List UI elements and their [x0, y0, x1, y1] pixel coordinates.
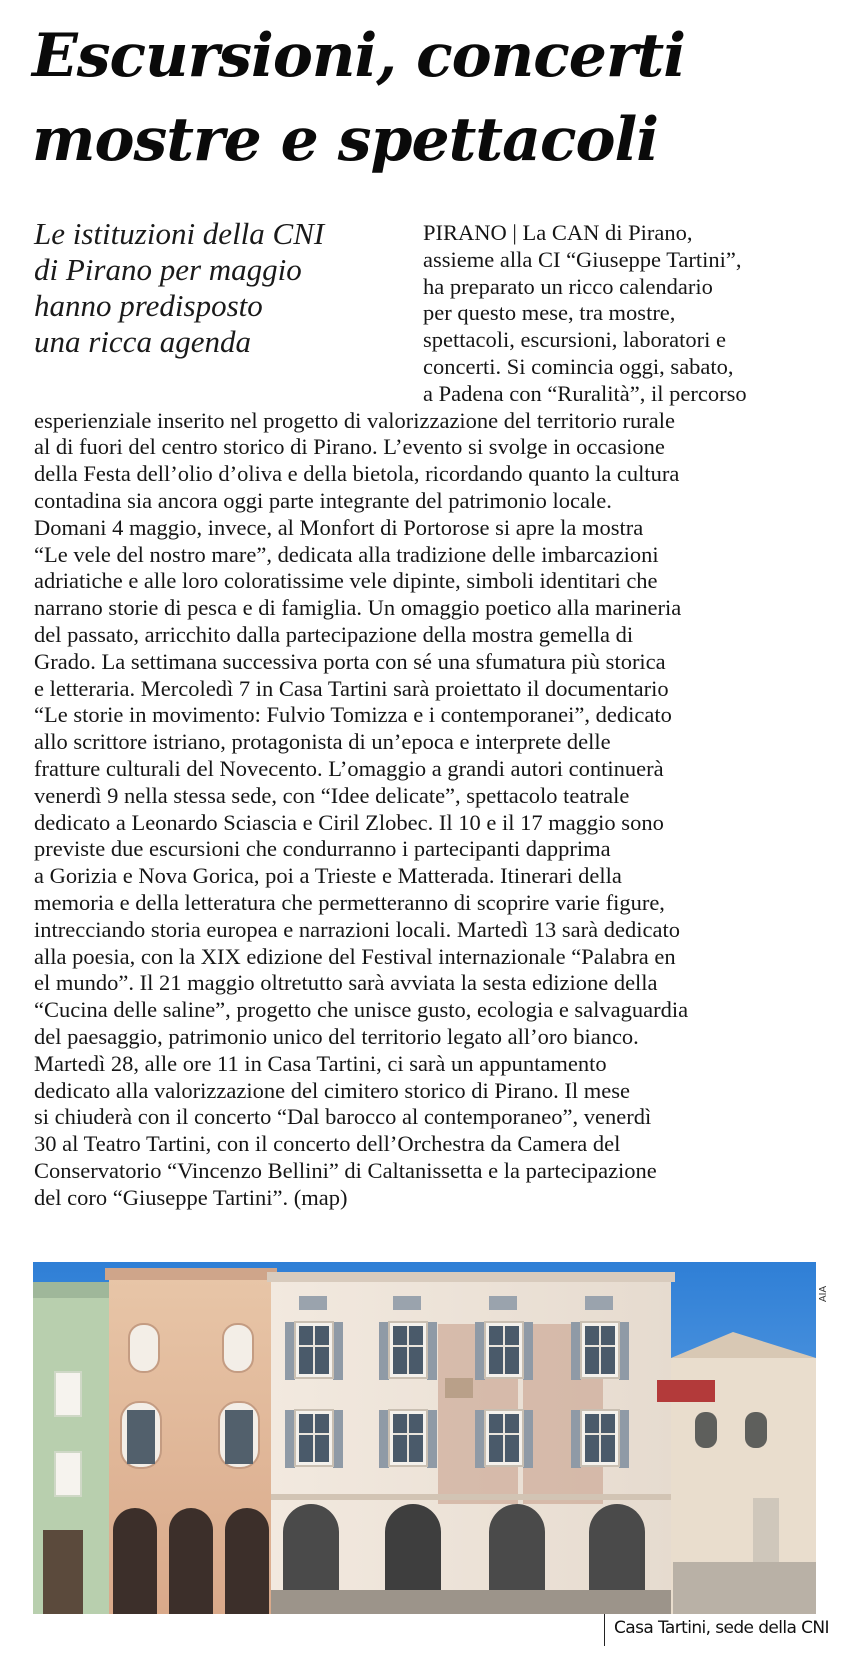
body-line: memoria e della letteratura che permetteranno di scoprire varie figure, — [34, 889, 665, 915]
body-line: intrecciando storia europea e narrazioni locali. Martedì 13 sarà dedicato — [34, 916, 680, 942]
body-line: del coro “Giuseppe Tartini”. (map) — [34, 1184, 348, 1210]
body-line: e letteraria. Mercoledì 7 in Casa Tartini sarà proiettato il documentario — [34, 675, 669, 701]
body-line: del paesaggio, patrimonio unico del territorio legato all’oro bianco. — [34, 1023, 639, 1049]
body-line: “Cucina delle saline”, progetto che unisce gusto, ecologia e salvaguardia — [34, 997, 689, 1023]
headline-line: mostre e spettacoli — [32, 105, 659, 175]
body-line: esperienziale inserito nel progetto di valorizzazione del territorio rurale — [34, 407, 675, 433]
article-body — [34, 220, 824, 1211]
body-line: contadina sia ancora oggi parte integrante del patrimonio locale. — [34, 487, 612, 513]
body-line: dedicato a Leonardo Sciascia e Ciril Zlobec. Il 10 e il 17 maggio sono — [34, 809, 664, 835]
caption-divider — [604, 1614, 605, 1646]
body-line: venerdì 9 nella stessa sede, con “Idee delicate”, spettacolo teatrale — [34, 782, 630, 808]
body-line: spettacoli, escursioni, laboratori e — [423, 327, 727, 353]
body-line: previste due escursioni che condurranno i partecipanti dapprima — [34, 836, 611, 862]
body-line: si chiuderà con il concerto “Dal barocco al contemporaneo”, venerdì — [34, 1104, 652, 1130]
building-photo — [33, 1262, 816, 1614]
body-line: el mundo”. Il 21 maggio oltretutto sarà avviata la sesta edizione della — [34, 970, 658, 996]
body-line: adriatiche e alle loro coloratissime vele dipinte, simboli identitari che — [34, 568, 658, 594]
body-line: 30 al Teatro Tartini, con il concerto dell’Orchestra da Camera del — [34, 1131, 621, 1157]
body-line: dedicato alla valorizzazione del cimitero storico di Pirano. Il mese — [34, 1077, 631, 1103]
body-line: “Le storie in movimento: Fulvio Tomizza e i contemporanei”, dedicato — [34, 702, 672, 728]
body-line: per questo mese, tra mostre, — [423, 300, 676, 326]
body-line: della Festa dell’olio d’oliva e della bietola, ricordando quanto la cultura — [34, 461, 680, 487]
photo-caption: Casa Tartini, sede della CNI — [614, 1618, 829, 1638]
lead-line: hanno predisposto — [34, 288, 263, 323]
body-line: Martedì 28, alle ore 11 in Casa Tartini, ci sarà un appuntamento — [34, 1050, 607, 1076]
body-line: Domani 4 maggio, invece, al Monfort di Portorose si apre la mostra — [34, 514, 644, 540]
headline-line: Escursioni, concerti — [32, 21, 686, 91]
body-line: assieme alla CI “Giuseppe Tartini”, — [423, 246, 742, 272]
body-line: fratture culturali del Novecento. L’omaggio a grandi autori continuerà — [34, 755, 664, 781]
body-line: a Padena con “Ruralità”, il percorso — [423, 380, 747, 406]
body-line: ha preparato un ricco calendario — [423, 273, 713, 299]
body-line: allo scrittore istriano, protagonista di un’epoca e interprete delle — [34, 729, 611, 755]
body-line: a Gorizia e Nova Gorica, poi a Trieste e Matterada. Itinerari della — [34, 863, 622, 889]
lead-line: di Pirano per maggio — [34, 252, 302, 287]
headline — [32, 14, 832, 182]
body-line: PIRANO | La CAN di Pirano, — [423, 220, 693, 245]
body-line: del passato, arricchito dalla partecipazione della mostra gemella di — [34, 621, 634, 647]
body-line: narrano storie di pesca e di famiglia. Un omaggio poetico alla marineria — [34, 595, 682, 621]
body-line: al di fuori del centro storico di Pirano. L’evento si svolge in occasione — [34, 434, 665, 460]
body-line: concerti. Si comincia oggi, sabato, — [423, 353, 734, 379]
photo-credit: AIA — [818, 1285, 829, 1302]
body-line: Grado. La settimana successiva porta con sé una sfumatura più storica — [34, 648, 666, 674]
body-line: alla poesia, con la XIX edizione del Festival internazionale “Palabra en — [34, 943, 676, 969]
lead-line: Le istituzioni della CNI — [34, 216, 325, 251]
body-line: “Le vele del nostro mare”, dedicata alla tradizione delle imbarcazioni — [34, 541, 659, 567]
body-line: Conservatorio “Vincenzo Bellini” di Caltanissetta e la partecipazione — [34, 1157, 657, 1183]
lead-line: una ricca agenda — [34, 324, 251, 359]
